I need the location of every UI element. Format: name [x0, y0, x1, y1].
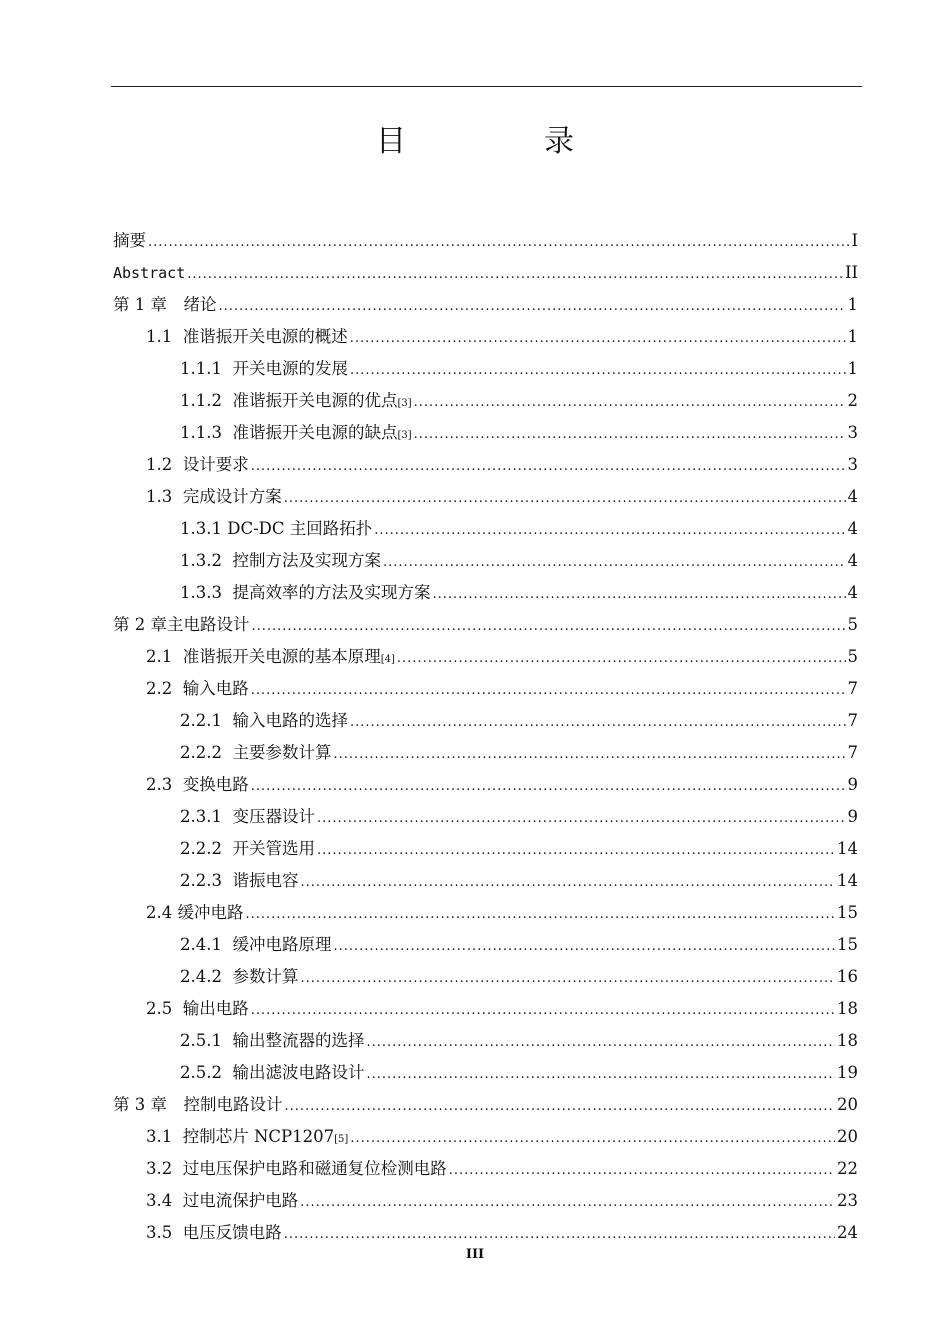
- toc-entry-label: Abstract: [113, 264, 186, 282]
- toc-entry[interactable]: 1.1.2 准谐振开关电源的优点 [3] ..... 2: [113, 385, 858, 417]
- header-rule: [111, 86, 862, 87]
- toc-entry-label: 1.2 设计要求: [146, 455, 249, 474]
- toc-entry-page: 5: [847, 615, 858, 634]
- toc-entry-page: 20: [837, 1095, 858, 1114]
- toc-entry[interactable]: [113, 769, 858, 801]
- dot-leader: [432, 579, 845, 611]
- toc-entry-page: 15: [837, 903, 858, 922]
- toc-entry[interactable]: [113, 321, 858, 353]
- toc-entry[interactable]: [113, 833, 858, 865]
- toc-entry-label: 3.2 过电压保护电路和磁通复位检测电路: [146, 1159, 447, 1178]
- toc-entry-label: 1.3.2 控制方法及实现方案: [180, 551, 381, 570]
- toc-entry-page: II: [844, 263, 858, 282]
- toc-entry[interactable]: [113, 545, 858, 577]
- toc-entry-page: 16: [837, 967, 858, 986]
- dot-leader: [449, 1155, 835, 1187]
- toc-entry-page: 1: [847, 295, 858, 314]
- toc-entry-page: 9: [847, 807, 858, 826]
- toc-entry[interactable]: [113, 1089, 858, 1121]
- dot-leader: [414, 387, 846, 419]
- dot-leader: [187, 259, 843, 291]
- toc-entry[interactable]: [113, 1217, 858, 1249]
- toc-entry-label: 3.4 过电流保护电路: [146, 1191, 299, 1210]
- toc-entry[interactable]: [113, 289, 858, 321]
- dot-leader: [219, 291, 846, 323]
- toc-entry-label: 2.2.2 开关管选用: [180, 839, 315, 858]
- toc-entry-page: 7: [847, 711, 858, 730]
- dot-leader: [251, 451, 846, 483]
- dot-leader: [366, 1027, 835, 1059]
- dot-leader: [300, 867, 835, 899]
- toc-entry[interactable]: [113, 1153, 858, 1185]
- dot-leader: [300, 1187, 835, 1219]
- toc-entry[interactable]: [113, 513, 858, 545]
- toc-entry-label: 2.2.2 主要参数计算: [180, 743, 332, 762]
- toc-entry[interactable]: [113, 737, 858, 769]
- toc-entry-label: 2.5.2 输出滤波电路设计: [180, 1063, 365, 1082]
- toc-entry-label: 2.4 缓冲电路: [146, 903, 244, 922]
- toc-entry-label: 1.3.3 提高效率的方法及实现方案: [180, 583, 431, 602]
- toc-entry-page: 15: [837, 935, 858, 954]
- toc-entry[interactable]: [113, 929, 858, 961]
- toc-entry-page: 2: [847, 391, 858, 410]
- toc-entry-page: 18: [837, 999, 858, 1018]
- dot-leader: [284, 483, 846, 515]
- toc-entry-page: 5: [847, 647, 858, 666]
- toc-entry-page: 18: [837, 1031, 858, 1050]
- toc-entry-page: 3: [847, 455, 858, 474]
- toc-entry-label: 3.1 控制芯片 NCP1207: [146, 1127, 335, 1146]
- dot-leader: [252, 611, 846, 643]
- dot-leader: [333, 739, 845, 771]
- toc-entry-label: 1.1 准谐振开关电源的概述: [146, 327, 348, 346]
- toc-entry[interactable]: [113, 865, 858, 897]
- toc-entry-label: 2.4.2 参数计算: [180, 967, 299, 986]
- toc-entry-page: 14: [837, 839, 858, 858]
- toc-entry[interactable]: [113, 673, 858, 705]
- dot-leader: [383, 547, 846, 579]
- toc-entry-page: 22: [837, 1159, 858, 1178]
- dot-leader: [397, 643, 846, 675]
- dot-leader: [285, 1091, 836, 1123]
- toc-entry[interactable]: [113, 449, 858, 481]
- toc-entry-page: 1: [847, 327, 858, 346]
- page-number: III: [465, 1247, 485, 1262]
- toc-entry-page: 20: [837, 1127, 858, 1146]
- toc-entry-page: 14: [837, 871, 858, 890]
- toc-entry[interactable]: [113, 993, 858, 1025]
- dot-leader: [350, 355, 846, 387]
- dot-leader: [414, 419, 846, 451]
- toc-entry-page: 4: [847, 487, 858, 506]
- table-of-contents: [113, 225, 858, 1249]
- dot-leader: [350, 323, 846, 355]
- toc-entry-label: 1.3 完成设计方案: [146, 487, 282, 506]
- toc-entry-label: 1.1.2 准谐振开关电源的优点: [180, 391, 398, 410]
- toc-entry-label: 2.3 变换电路: [146, 775, 249, 794]
- dot-leader: [366, 1059, 835, 1091]
- toc-entry-page: 7: [847, 743, 858, 762]
- toc-entry[interactable]: [113, 801, 858, 833]
- toc-entry[interactable]: [113, 577, 858, 609]
- toc-entry-page: 7: [847, 679, 858, 698]
- toc-entry[interactable]: [113, 1025, 858, 1057]
- toc-entry-label: 3.5 电压反馈电路: [146, 1223, 282, 1242]
- dot-leader: [251, 675, 846, 707]
- toc-entry-page: 4: [847, 583, 858, 602]
- toc-entry-page: 19: [837, 1063, 858, 1082]
- page-title: 目 录: [376, 124, 628, 159]
- toc-entry[interactable]: [113, 353, 858, 385]
- toc-entry-label: 第 2 章主电路设计: [113, 615, 250, 634]
- toc-entry-label: 2.5 输出电路: [146, 999, 249, 1018]
- toc-entry-label: 2.2 输入电路: [146, 679, 249, 698]
- toc-entry-label: 摘要: [113, 231, 146, 250]
- toc-entry-label: 1.3.1 DC-DC 主回路拓扑: [180, 519, 373, 538]
- toc-entry[interactable]: [113, 481, 858, 513]
- toc-entry-label: 第 3 章 控制电路设计: [113, 1095, 283, 1114]
- toc-entry-label: 2.1 准谐振开关电源的基本原理: [146, 647, 381, 666]
- toc-entry-label: 1.1.3 准谐振开关电源的缺点: [180, 423, 398, 442]
- toc-entry[interactable]: [113, 225, 858, 257]
- toc-entry-page: 4: [847, 551, 858, 570]
- dot-leader: [350, 1123, 835, 1155]
- toc-entry[interactable]: [113, 257, 858, 289]
- toc-entry-page: 9: [847, 775, 858, 794]
- toc-entry[interactable]: [113, 609, 858, 641]
- toc-entry-label: 2.4.1 缓冲电路原理: [180, 935, 332, 954]
- dot-leader: [374, 515, 845, 547]
- toc-entry-page: 24: [837, 1223, 858, 1242]
- toc-entry-page: 3: [847, 423, 858, 442]
- dot-leader: [251, 995, 835, 1027]
- toc-entry-label: 第 1 章 绪论: [113, 295, 217, 314]
- toc-entry-label: 2.2.3 谐振电容: [180, 871, 299, 890]
- dot-leader: [350, 707, 846, 739]
- dot-leader: [300, 963, 835, 995]
- toc-entry[interactable]: [113, 1185, 858, 1217]
- toc-entry[interactable]: [113, 705, 858, 737]
- dot-leader: [246, 899, 836, 931]
- dot-leader: [148, 227, 849, 259]
- toc-entry-page: I: [851, 231, 858, 250]
- toc-entry-page: 1: [847, 359, 858, 378]
- dot-leader: [317, 835, 835, 867]
- dot-leader: [317, 803, 846, 835]
- dot-leader: [251, 771, 846, 803]
- toc-entry-page: 4: [847, 519, 858, 538]
- toc-entry-page: 23: [837, 1191, 858, 1210]
- toc-entry[interactable]: 3.1 控制芯片 NCP1207 [5] ..... 20: [113, 1121, 858, 1153]
- toc-entry-label: 2.2.1 输入电路的选择: [180, 711, 348, 730]
- toc-entry[interactable]: [113, 961, 858, 993]
- toc-entry-label: 2.5.1 输出整流器的选择: [180, 1031, 365, 1050]
- toc-entry-label: 1.1.1 开关电源的发展: [180, 359, 348, 378]
- toc-entry[interactable]: [113, 897, 858, 929]
- dot-leader: [333, 931, 835, 963]
- toc-entry[interactable]: [113, 1057, 858, 1089]
- toc-entry-label: 2.3.1 变压器设计: [180, 807, 315, 826]
- toc-entry[interactable]: 1.1.3 准谐振开关电源的缺点 [3] ..... 3: [113, 417, 858, 449]
- toc-entry[interactable]: 2.1 准谐振开关电源的基本原理 [4] ..... 5: [113, 641, 858, 673]
